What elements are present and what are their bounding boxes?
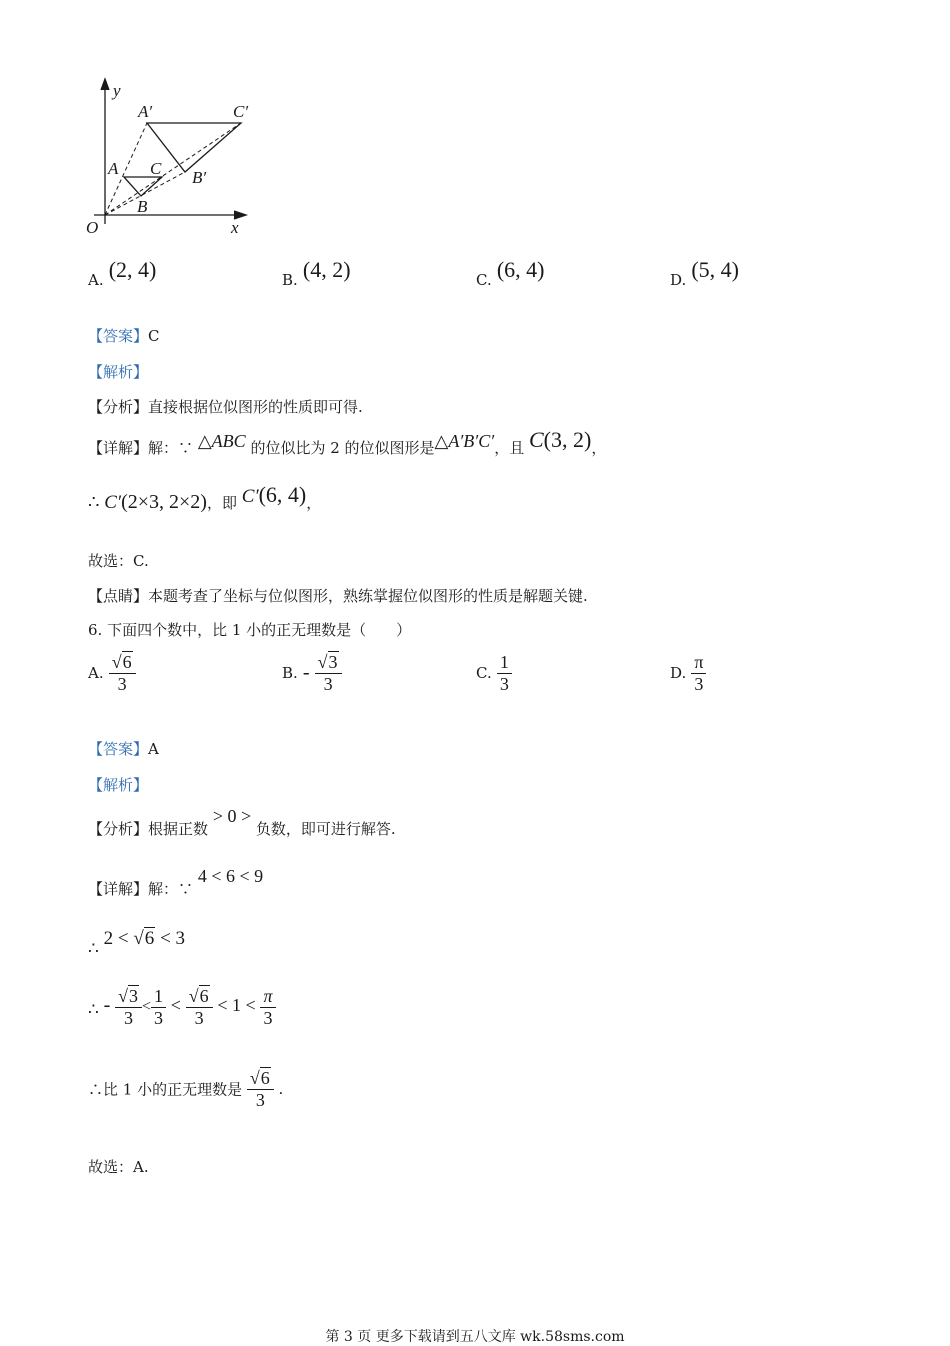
page-footer: 第 3 页 更多下载请到五八文库 wk.58sms.com [325, 1329, 625, 1345]
point-b-label: B [137, 197, 148, 216]
q5-dianjing: 【点睛】本题考查了坐标与位似图形，熟练掌握位似图形的性质是解题关键. [88, 587, 588, 605]
point-c-label: C [150, 159, 162, 178]
q6-gu: 故选：A. [88, 1158, 149, 1176]
point-b2-label: B′ [192, 168, 207, 187]
q5-fenxi: 【分析】直接根据位似图形的性质即可得. [88, 398, 363, 416]
q6-ineq3: ∴ - $\frac{√3}{3}$ < $\frac{1}{3}$ < $\frac{√6}{3}$ < 1 < $\frac{\pi}{3}$ [88, 986, 276, 1028]
q5-therefore: ∴ C′(2×3, 2×2)，即 C′(6, 4)， [88, 482, 322, 513]
q6-jiexi-tag: 【解析】 [88, 776, 149, 794]
axis-y-label: y [113, 81, 121, 100]
coordinate-figure [84, 74, 264, 242]
q5-option-d: D. (5, 4) [670, 257, 740, 289]
answer-value: C [148, 327, 160, 345]
q6-option-d: D. $\frac{\pi}{3}$ [670, 652, 706, 694]
q5-answer [88, 325, 160, 346]
q6-option-b: B. - $\frac{√3}{3}$ [282, 652, 342, 694]
axis-x-label: x [231, 218, 239, 237]
q6-option-c: C. $\frac{1}{3}$ [476, 652, 512, 694]
q5-option-c: C. (6, 4) [476, 257, 545, 289]
q6-ineq2: ∴ 2 < √6 < 3 [88, 928, 186, 958]
q5-conclusion: 故选：C. [88, 552, 149, 570]
origin-label: O [86, 218, 99, 237]
q5-jiexi-tag: 【解析】 [88, 363, 149, 381]
q5-option-b: B. (4, 2) [282, 257, 351, 289]
q6-stem: 6. 下面四个数中，比 1 小的正无理数是（ ） [88, 621, 412, 639]
point-a2-label: A′ [138, 102, 153, 121]
point-c2-label: C′ [233, 102, 249, 121]
point-a-label: A [108, 159, 119, 178]
q6-answer: 【答案】A [88, 740, 159, 758]
q6-xiangjie: 【详解】解：∵ 4 < 6 < 9 [88, 866, 264, 898]
q5-option-a: A. (2, 4) [88, 257, 157, 289]
q6-conclusion-line: ∴比 1 小的正无理数是 $\frac{√6}{3}$ . [88, 1068, 284, 1110]
answer-tag: 【答案】 [88, 327, 149, 345]
q5-xiangjie: 【详解】解：∵ △ABC 的位似比为 2 的位似图形是△A′B′C′，且 C(3, 2)， [88, 427, 607, 457]
q6-fenxi: 【分析】根据正数 > 0 > 负数，即可进行解答. [88, 806, 396, 838]
q6-option-a: A. $\frac{√6}{3}$ [88, 652, 136, 694]
